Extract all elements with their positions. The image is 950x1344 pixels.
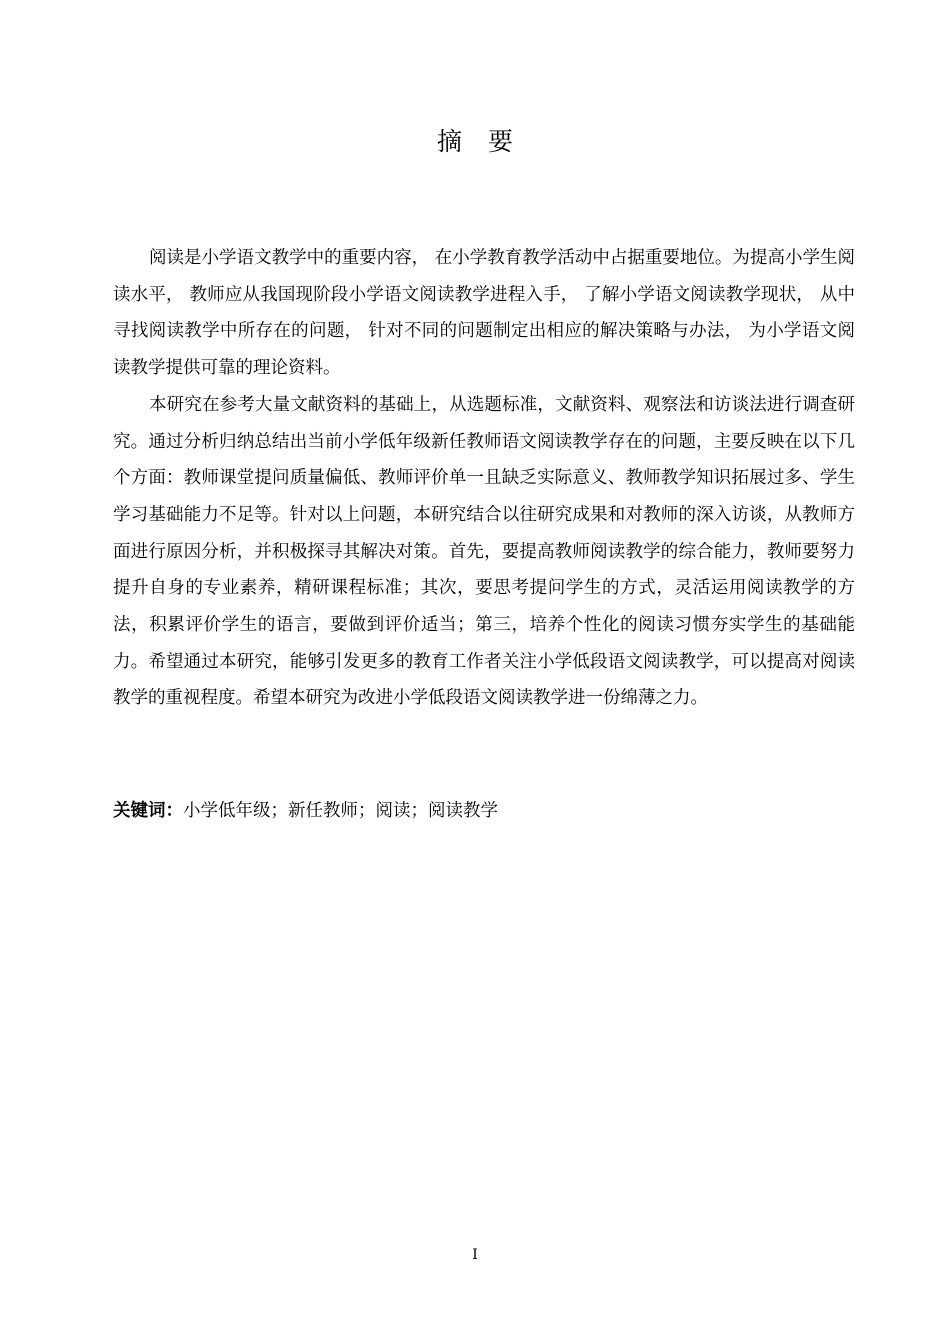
- abstract-paragraph-1: 阅读是小学语文教学中的重要内容， 在小学教育教学活动中占据重要地位。为提高小学生阅读水平， 教师应从我国现阶段小学语文阅读教学进程入手， 了解小学语文阅读教学现状， 从中寻找阅读教学中所存在的问题， 针对不同的问题制定出相应的解决策略与办法， 为小学语文阅读教学提供可靠的理论资料。: [113, 248, 855, 379]
- keywords-label: 关键词：: [113, 801, 183, 821]
- page-number: I: [472, 1247, 478, 1263]
- abstract-paragraph-2: 本研究在参考大量文献资料的基础上，从选题标准，文献资料、观察法和访谈法进行调查研究。通过分析归纳总结出当前小学低年级新任教师语文阅读教学存在的问题，主要反映在以下几个方面：教师课堂提问质量偏低、教师评价单一且缺乏实际意义、教师教学知识拓展过多、学生学习基础能力不足等。针对以上问题，本研究结合以往研究成果和对教师的深入访谈，从教师方面进行原因分析，并积极探寻其解决对策。首先，要提高教师阅读教学的综合能力，教师要努力提升自身的专业素养，精研课程标准；其次，要思考提问学生的方式，灵活运用阅读教学的方法，积累评价学生的语言，要做到评价适当；第三，培养个性化的阅读习惯夯实学生的基础能力。希望通过本研究，能够引发更多的教育工作者关注小学低段语文阅读教学，可以提高对阅读教学的重视程度。希望本研究为改进小学低段语文阅读教学进一份绵薄之力。: [113, 394, 855, 709]
- keywords-value: 小学低年级；新任教师；阅读；阅读教学: [183, 801, 498, 821]
- abstract-body: [113, 240, 855, 717]
- keywords-line: [113, 796, 855, 826]
- abstract-title: 摘要: [436, 127, 539, 156]
